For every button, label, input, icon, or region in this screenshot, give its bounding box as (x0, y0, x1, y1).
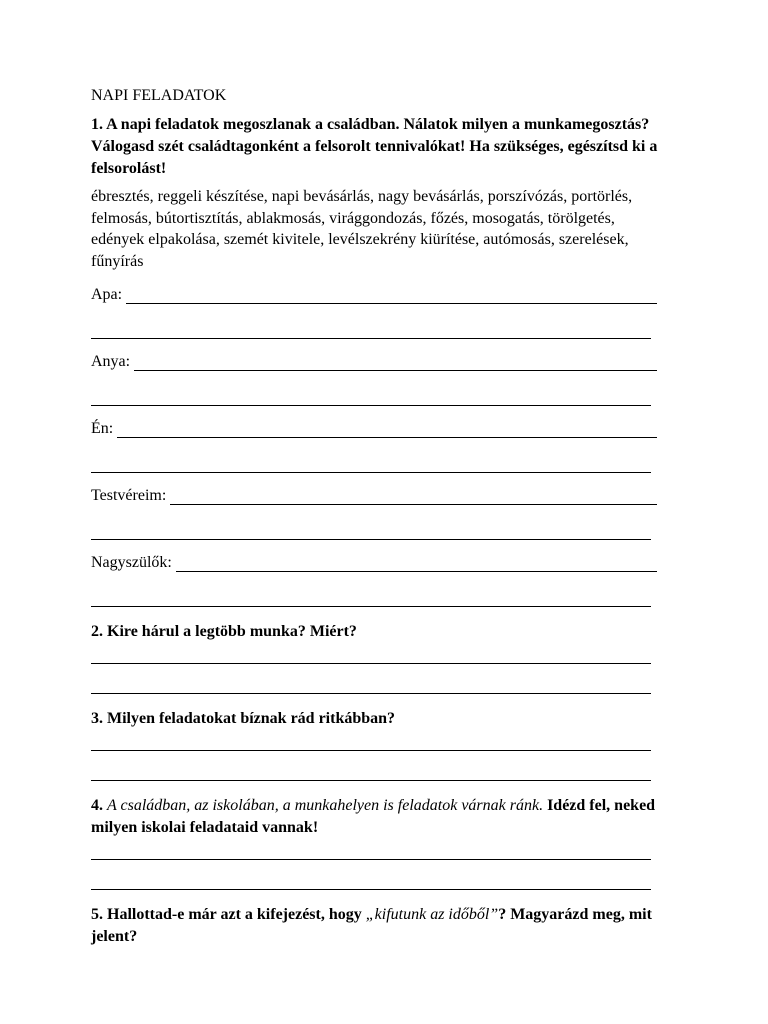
question-2: 2. Kire hárul a legtöbb munka? Miért? (91, 623, 357, 640)
question-4-prompt: Idézd fel, neked milyen iskolai feladataid vannak! (91, 797, 656, 836)
question-5-part2: ? Magyarázd meg, mit jelent? (91, 906, 652, 945)
answer-rule (117, 420, 657, 438)
member-label-anya: Anya: (91, 353, 131, 370)
worksheet (91, 86, 671, 948)
answer-line-anya[interactable] (91, 349, 657, 371)
chore-list: ébresztés, reggeli készítése, napi bevásárlás, nagy bevásárlás, porszívózás, portörlés, felmosás, bútortisztítás, ablakmosás, virággondozás, főzés, mosogatás, törölgetés, edények elpakolása, szemét kivitele, levélszekrény kiürítése, autómosás, szerelések, fűnyírás (91, 188, 633, 270)
answer-rule (134, 353, 657, 371)
question-5-part1: 5. Hallottad-e már azt a kifejezést, hogy (91, 906, 362, 923)
question-1: 1. A napi feladatok megoszlanak a családban. Nálatok milyen a munkamegosztás? Válogasd szét családtagonként a felsorolt tennivalókat! Ha szükséges, egészítsd ki a felsorolást! (91, 116, 658, 177)
member-label-nagyszulok: Nagyszülők: (91, 554, 172, 571)
answer-rule (126, 286, 657, 304)
answer-rule (170, 487, 657, 505)
page-title: NAPI FELADATOK (91, 87, 227, 104)
answer-line-nagyszulok[interactable] (91, 550, 657, 572)
member-label-apa: Apa: (91, 286, 123, 303)
answer-line-apa[interactable] (91, 282, 657, 304)
question-5 (91, 904, 671, 948)
question-4-number: 4. (91, 797, 103, 814)
question-3: 3. Milyen feladatokat bíznak rád ritkábban? (91, 710, 396, 727)
answer-line-en[interactable] (91, 416, 657, 438)
member-label-testvereim: Testvéreim: (91, 487, 167, 504)
question-4-italic: A családban, az iskolában, a munkahelyen is feladatok várnak ránk. (107, 797, 544, 814)
question-5-quote: „kifutunk az időből” (365, 906, 499, 923)
member-label-en: Én: (91, 420, 114, 437)
question-4 (91, 795, 671, 839)
answer-line-testvereim[interactable] (91, 483, 657, 505)
answer-rule (176, 554, 657, 572)
